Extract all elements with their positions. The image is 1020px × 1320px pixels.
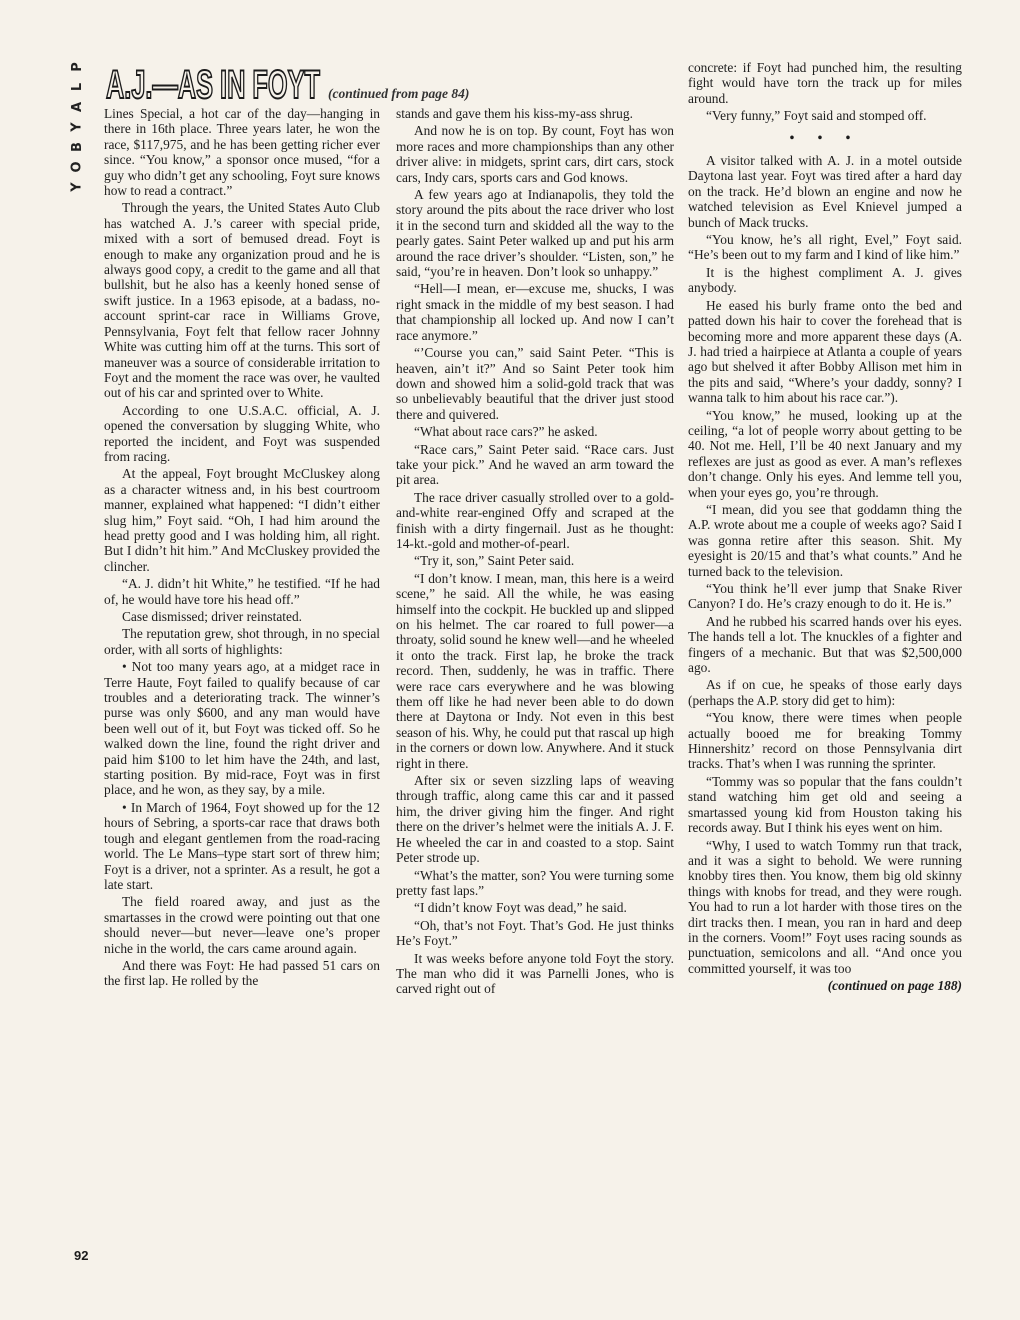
paragraph: As if on cue, he speaks of those early days (perhaps the A.P. story did get to him): (688, 677, 962, 708)
paragraph: After six or seven sizzling laps of weaving through traffic, along came this car and it passed him, the driver giving him the finger. And right there on the driver’s helmet were the initials A. J. F. He wheeled the car in and coasted to a stop. Saint Peter strode up. (396, 773, 674, 866)
paragraph: “You know, there were times when people actually booed me for breaking Tommy Hinnershitz’ record on those Pennsylvania dirt tracks. That’s when I was running the sprinter. (688, 710, 962, 772)
paragraph: • In March of 1964, Foyt showed up for the 12 hours of Sebring, a sports-car race that draws both tough and elegant gentlemen from the road-racing world. The Le Mans–type start sort of threw him; Foyt is a driver, not a sprinter. As a result, he got a late start. (104, 799, 380, 892)
paragraph: Lines Special, a hot car of the day—hanging in there in 16th place. Three years later, he won the race, $117,975, and he has been getting richer ever since. “You know,” a sponsor once mused, “for a guy who didn’t get any schooling, Foyt sure knows how to read a contract.” (104, 106, 380, 199)
paragraph: “Why, I used to watch Tommy run that track, and it was a sight to behold. We were running knobby tires then. You know, them big old skinny things with knobs for tread, and they were rough. You had to run a lot harder with those tires on the dirt tracks then. I mean, you ran in hard and deep in the corners. Voom!” Foyt uses racing sounds as punctuation, semicolons and all. “And once you committed yourself, it was too (688, 837, 962, 976)
paragraph: The race driver casually strolled over to a gold-and-white rear-engined Offy and scraped at the finish with a dirty fingernail. Just as he thought: 14-kt.-gold and mother-of-pearl. (396, 489, 674, 551)
paragraph: A few years ago at Indianapolis, they told the story around the pits about the race driver who lost it in the second turn and skidded all the way to the pearly gates. Saint Peter walked up and put his arm around the race driver’s shoulder. “Listen, son,” he said, “you’re in heaven. Don’t look so unhappy.” (396, 187, 674, 280)
paragraph: “You know,” he mused, looking up at the ceiling, “a lot of people worry about getting to be 40. Not me. Hell, I’ll be 40 next January and my reflexes are just as good as ever. A man’s reflexes don’t change. Only his eyes. And lemme tell you, when your eyes go, you’re through. (688, 407, 962, 500)
paragraph: According to one U.S.A.C. official, A. J. opened the conversation by slugging White, who reported the incident, and Foyt was suspended from racing. (104, 402, 380, 464)
article-column-3 (688, 60, 962, 996)
paragraph: “Tommy was so popular that the fans couldn’t stand watching him get old and seeing a smartassed young kid from Houston taking his records away. But I think his eyes went on him. (688, 773, 962, 836)
paragraph: Through the years, the United States Auto Club has watched A. J.’s career with special pride, mixed with a sort of bemused dread. Foyt is enough to make any organization proud and he is always good copy, a credit to the game and all that bullshit, but he also has a keenly honed sense of swift justice. In a 1963 episode, at a badass, no-account sprint-car race in Williams Grove, Pennsylvania, Foyt felt that fellow racer Johnny White was cutting him off at the turns. This sort of maneuver was a source of considerable irritation to Foyt and the moment the race was over, he vaulted out of his car and sprinted over to White. (104, 200, 380, 401)
paragraph: He eased his burly frame onto the bed and patted down his hair to cover the forehead that is becoming more and more apparent these days (A. J. had tried a hairpiece at Atlanta a couple of years ago but shelved it after Bobby Allison met him in the pits and said, “Where’s your daddy, sonny? I wanna talk to him about his race car.”). (688, 297, 962, 406)
paragraph: “I mean, did you see that goddamn thing the A.P. wrote about me a couple of weeks ago? Said I was gonna retire after this season. Shit. My eyesight is 20/15 and that’s what counts.” And he turned back to the television. (688, 501, 962, 579)
paragraph: And now he is on top. By count, Foyt has won more races and more championships than any other driver alive: in midgets, sprint cars, dirt cars, stock cars, Indy cars, sports cars and God knows. (396, 123, 674, 185)
paragraph: “Very funny,” Foyt said and stomped off. (706, 108, 927, 124)
paragraph: “Race cars,” Saint Peter said. “Race cars. Just take your pick.” And he waved an arm toward the pit area. (396, 441, 674, 488)
headline-text: A.J.—AS IN FOYT (106, 63, 320, 104)
paragraph: Case dismissed; driver reinstated. (122, 609, 302, 624)
paragraph: And he rubbed his scarred hands over his eyes. The hands tell a lot. The knuckles of a fighter and fingers of a mechanic. But that was $2,500,000 ago. (688, 613, 962, 676)
paragraph: And there was Foyt: He had passed 51 cars on the first lap. He rolled by the (104, 957, 380, 989)
magazine-sidebar-logo: P L A Y B O Y (69, 62, 85, 192)
article-column-1 (104, 106, 380, 991)
paragraph: “’Course you can,” said Saint Peter. “This is heaven, ain’t it?” And so Saint Peter took him down and showed him a solid-gold track that was so unbelievably beautiful that the driver just stood there and quivered. (396, 345, 674, 422)
paragraph: It is the highest compliment A. J. gives anybody. (688, 264, 962, 296)
paragraph: A visitor talked with A. J. in a motel outside Daytona last year. Foyt was tired after a hard day on the track. He’d blown an engine and now he watched television as Evel Knievel jumped a bunch of Mack trucks. (688, 153, 962, 230)
headline-graphic (104, 60, 324, 104)
paragraph: “Hell—I mean, er—excuse me, shucks, I was right smack in the middle of my best season. I had that championship all locked up. And now I can’t race anymore.” (396, 281, 674, 343)
paragraph: “What’s the matter, son? You were turning some pretty fast laps.” (396, 867, 674, 898)
continued-from-note: (continued from page 84) (328, 86, 470, 101)
paragraph: “You know, he’s all right, Evel,” Foyt said. “He’s been out to my farm and I kind of like him.” (688, 232, 962, 263)
paragraph: “A. J. didn’t hit White,” he testified. “If he had of, he would have tore his head off.” (104, 576, 380, 607)
paragraph: The reputation grew, shot through, in no special order, with all sorts of highlights: (104, 626, 380, 657)
paragraph: “Try it, son,” Saint Peter said. (414, 553, 575, 569)
page-number: 92 (74, 1248, 89, 1263)
paragraph: It was weeks before anyone told Foyt the story. The man who did it was Parnelli Jones, who is carved right out of (396, 950, 674, 997)
paragraph: “Oh, that’s not Foyt. That’s God. He just thinks He’s Foyt.” (396, 917, 674, 949)
paragraph: “What about race cars?” he asked. (414, 424, 598, 440)
paragraph: “I didn’t know Foyt was dead,” he said. (414, 900, 627, 916)
paragraph: concrete: if Foyt had punched him, the resulting fight would have torn the track up for miles around. (688, 60, 962, 106)
paragraph: • Not too many years ago, at a midget race in Terre Haute, Foyt failed to qualify because of car troubles and a deteriorating track. The winner’s purse was only $600, and any man would have been well out of it, but Foyt was ticked off. So he walked down the line, found the right driver and paid him $100 to let him have the 24th, and last, starting position. By mid-race, Foyt was in first place, and he won, as they say, by a mile. (104, 659, 380, 798)
paragraph: At the appeal, Foyt brought McCluskey along as a character witness and, in his best courtroom manner, explained what happened: “I didn’t either slug him,” Foyt said. “Oh, I had him around the head pretty good and I was holding him, all right. But I didn’t hit him.” And McCluskey provided the clincher. (104, 466, 380, 574)
article-headline (104, 60, 344, 104)
paragraph: “I don’t know. I mean, man, this here is a weird scene,” he said. All the while, he was easing himself into the cockpit. He buckled up and slipped on his helmet. The car roared to full power—a throaty, solid sound he knew well—and he wheeled it onto the track. First lap, he broke the track record. Then, suddenly, he was in traffic. There were race cars everywhere and he was blowing them off like he had never been able to do down there at Daytona or Indy. Not even in this best season of his. Why, he could put that rascal up high in the corners or down low. Anywhere. And it stuck right in there. (396, 570, 674, 771)
section-separator: • • • (789, 129, 861, 145)
paragraph: The field roared away, and just as the smartasses in the crowd were pointing out that one should never—but never—leave one’s proper niche in the world, the cars came around again. (104, 894, 380, 956)
paragraph: stands and gave them his kiss-my-ass shrug. (396, 106, 633, 121)
continued-on-note: (continued on page 188) (827, 978, 962, 994)
paragraph: “You think he’ll ever jump that Snake River Canyon? I do. He’s crazy enough to do it. He is.” (688, 581, 962, 612)
article-column-2 (396, 106, 674, 999)
